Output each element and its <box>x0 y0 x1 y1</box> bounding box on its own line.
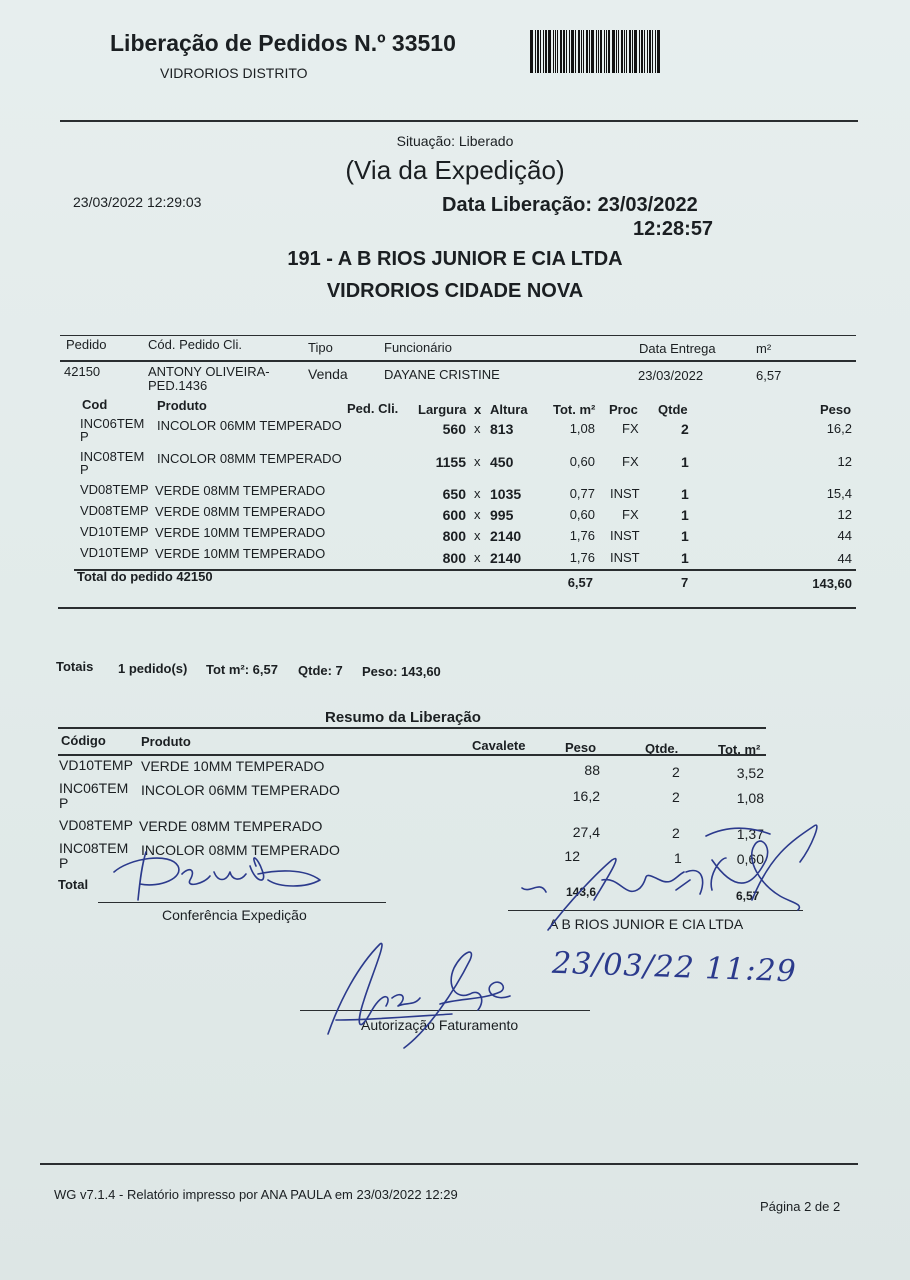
barcode-bar <box>566 30 567 73</box>
signature-label-autorizacao: Autorização Faturamento <box>361 1017 519 1033</box>
release-date: Data Liberação: 23/03/2022 <box>442 194 698 216</box>
barcode-bar <box>591 30 594 73</box>
item-proc: INST <box>610 486 640 501</box>
item-code: VD08TEMP <box>80 482 149 497</box>
col-funcionario: Funcionário <box>384 340 452 355</box>
item-x: x <box>474 486 481 501</box>
item-width: 650 <box>442 486 466 502</box>
item-proc: INST <box>610 550 640 565</box>
footer-rule <box>40 1163 858 1165</box>
summary-code: INC08TEM <box>59 840 129 856</box>
totals-label: Totais <box>56 659 94 674</box>
barcode-bar <box>655 30 656 73</box>
barcode-bar <box>548 30 551 73</box>
summary-peso: 16,2 <box>572 788 600 804</box>
item-x: x <box>474 528 481 543</box>
item-code: INC06TEM <box>80 416 145 431</box>
order-total-label: Total do pedido 42150 <box>77 569 213 584</box>
signature-line-autorizacao <box>300 1010 590 1011</box>
item-peso: 12 <box>837 507 852 522</box>
barcode-bar <box>543 30 544 73</box>
item-peso: 16,2 <box>826 421 852 436</box>
item-code-cont: P <box>80 462 89 477</box>
barcode-bar <box>612 30 615 73</box>
item-x: x <box>474 550 481 565</box>
barcode-bar <box>624 30 625 73</box>
item-qtde: 1 <box>681 507 689 523</box>
issuer-company: VIDRORIOS DISTRITO <box>160 65 308 81</box>
client-name: 191 - A B RIOS JUNIOR E CIA LTDA <box>287 248 623 270</box>
header-divider <box>60 120 858 122</box>
barcode-bar <box>581 30 582 73</box>
item-tot-m2: 0,77 <box>569 486 595 501</box>
order-total-peso: 143,60 <box>812 576 852 591</box>
item-code: VD08TEMP <box>80 503 149 518</box>
barcode-bar <box>647 30 648 73</box>
item-height: 450 <box>490 454 514 470</box>
printed-timestamp: 23/03/2022 12:29:03 <box>73 194 202 210</box>
barcode-bar <box>575 30 576 73</box>
order-m2: 6,57 <box>756 368 782 383</box>
item-qtde: 1 <box>681 550 689 566</box>
item-width: 600 <box>442 507 466 523</box>
handwritten-date: 23/03/22 11:29 <box>551 945 798 990</box>
summary-peso: 12 <box>564 848 580 864</box>
footer-printed-by: WG v7.1.4 - Relatório impresso por ANA PAULA em 23/03/2022 12:29 <box>54 1187 458 1202</box>
barcode-bar <box>530 30 533 73</box>
summary-col-tot-m2: Tot. m² <box>718 742 761 757</box>
totals-pedidos: 1 pedido(s) <box>118 661 188 676</box>
order-header-rule <box>60 360 856 362</box>
col-pedido: Pedido <box>66 337 107 352</box>
barcode-bar <box>618 30 619 73</box>
footer-page-number: Página 2 de 2 <box>760 1199 841 1214</box>
item-width: 800 <box>442 550 466 566</box>
barcode-bar <box>545 30 547 73</box>
barcode-bar <box>578 30 580 73</box>
item-height: 813 <box>490 421 514 437</box>
items-col-qtde: Qtde <box>658 402 688 417</box>
summary-top-rule <box>58 727 766 729</box>
item-product: VERDE 08MM TEMPERADO <box>155 504 326 519</box>
item-code: INC08TEM <box>80 449 145 464</box>
summary-qtde: 1 <box>674 850 682 866</box>
copy-type: (Via da Expedição) <box>345 155 565 185</box>
barcode-bar <box>649 30 651 73</box>
summary-total-m2: 6,57 <box>736 889 760 903</box>
item-proc: FX <box>622 454 639 469</box>
item-product: INCOLOR 08MM TEMPERADO <box>157 451 342 466</box>
totals-m2: Tot m²: 6,57 <box>206 662 278 677</box>
barcode-bar <box>589 30 590 73</box>
barcode-bar <box>621 30 623 73</box>
item-proc: INST <box>610 528 640 543</box>
client-order-code-2: PED.1436 <box>148 378 208 393</box>
summary-tot-m2: 1,37 <box>736 826 764 842</box>
item-product: VERDE 08MM TEMPERADO <box>155 483 326 498</box>
summary-code: VD10TEMP <box>59 757 133 773</box>
item-qtde: 1 <box>681 528 689 544</box>
summary-code: VD08TEMP <box>59 817 133 833</box>
summary-code-cont: P <box>59 795 69 811</box>
barcode-bar <box>604 30 605 73</box>
item-x: x <box>474 421 481 436</box>
summary-code: INC06TEM <box>59 780 129 796</box>
item-product: VERDE 10MM TEMPERADO <box>155 525 326 540</box>
order-number: 42150 <box>64 364 101 379</box>
summary-qtde: 2 <box>672 789 680 805</box>
item-height: 2140 <box>490 550 522 566</box>
item-width: 560 <box>442 421 466 437</box>
summary-col-codigo: Código <box>61 733 106 748</box>
order-type: Venda <box>308 366 348 382</box>
order-total-m2: 6,57 <box>567 575 593 590</box>
item-x: x <box>474 454 481 469</box>
summary-qtde: 2 <box>672 764 680 780</box>
signature-line-conferencia <box>98 902 386 903</box>
summary-code-cont: P <box>59 855 69 871</box>
summary-product: INCOLOR 08MM TEMPERADO <box>141 842 340 858</box>
item-height: 2140 <box>490 528 522 544</box>
item-tot-m2: 0,60 <box>569 507 595 522</box>
barcode-bar <box>641 30 643 73</box>
item-qtde: 1 <box>681 486 689 502</box>
barcode-bar <box>571 30 574 73</box>
barcode-bar <box>639 30 640 73</box>
summary-title: Resumo da Liberação <box>325 709 481 726</box>
items-col-peso: Peso <box>820 402 852 417</box>
summary-total-label: Total <box>58 877 89 892</box>
summary-product: VERDE 08MM TEMPERADO <box>139 818 323 834</box>
summary-col-qtde: Qtde. <box>645 741 679 756</box>
barcode-bar <box>563 30 565 73</box>
items-col-largura: Largura <box>418 402 467 417</box>
summary-tot-m2: 1,08 <box>736 790 764 806</box>
barcode-bar <box>608 30 610 73</box>
barcode-bar <box>632 30 633 73</box>
items-col-ped-cli: Ped. Cli. <box>347 401 399 416</box>
col-tipo: Tipo <box>308 340 333 355</box>
item-peso: 12 <box>837 454 852 469</box>
signature-label-cliente: A B RIOS JUNIOR E CIA LTDA <box>549 916 744 932</box>
summary-tot-m2: 3,52 <box>736 765 764 781</box>
barcode-bar <box>535 30 536 73</box>
summary-peso: 88 <box>584 762 600 778</box>
barcode-bar <box>569 30 570 73</box>
items-col-tot-m2: Tot. m² <box>553 402 596 417</box>
item-peso: 44 <box>837 528 852 543</box>
employee-name: DAYANE CRISTINE <box>384 367 500 382</box>
item-tot-m2: 1,76 <box>569 528 595 543</box>
barcode-bar <box>606 30 607 73</box>
summary-tot-m2: 0,60 <box>736 851 764 867</box>
item-width: 1155 <box>435 454 466 470</box>
barcode-bar <box>560 30 562 73</box>
item-tot-m2: 1,76 <box>569 550 595 565</box>
order-total-qtde: 7 <box>681 575 689 590</box>
barcode-bar <box>629 30 631 73</box>
item-qtde: 2 <box>681 421 689 437</box>
item-x: x <box>474 507 481 522</box>
barcode-bar <box>540 30 541 73</box>
barcode-bar <box>553 30 554 73</box>
item-proc: FX <box>622 421 639 436</box>
summary-total-peso: 143,6 <box>566 885 597 899</box>
order-top-rule <box>60 335 856 336</box>
barcode-bar <box>596 30 597 73</box>
col-cod-pedido-cli: Cód. Pedido Cli. <box>148 337 242 352</box>
barcode-bar <box>634 30 637 73</box>
item-proc: FX <box>622 507 639 522</box>
item-qtde: 1 <box>681 454 689 470</box>
barcode-bar <box>555 30 556 73</box>
item-peso: 44 <box>837 551 852 566</box>
barcode-bar <box>583 30 584 73</box>
barcode-bar <box>652 30 653 73</box>
barcode-bar <box>600 30 602 73</box>
item-height: 995 <box>490 507 514 523</box>
col-data-entrega: Data Entrega <box>639 341 716 356</box>
status-text: Situação: Liberado <box>396 133 514 149</box>
item-code-cont: P <box>80 429 89 444</box>
items-col-altura: Altura <box>490 402 528 417</box>
signature-line-cliente <box>508 910 803 911</box>
summary-header-rule <box>58 754 766 756</box>
item-width: 800 <box>442 528 466 544</box>
item-peso: 15,4 <box>826 486 852 501</box>
items-col-cod: Cod <box>82 397 108 412</box>
item-height: 1035 <box>490 486 522 502</box>
items-col-x: x <box>474 402 482 417</box>
barcode-bar <box>616 30 617 73</box>
signature-label-conferencia: Conferência Expedição <box>162 907 307 923</box>
col-m2: m² <box>756 341 772 356</box>
client-store: VIDRORIOS CIDADE NOVA <box>326 280 584 302</box>
barcode-bar <box>598 30 599 73</box>
item-tot-m2: 0,60 <box>569 454 595 469</box>
summary-col-peso: Peso <box>565 740 597 755</box>
barcode-bar <box>644 30 645 73</box>
totals-qtde: Qtde: 7 <box>298 663 343 678</box>
barcode-bar <box>586 30 588 73</box>
barcode-bar <box>626 30 627 73</box>
item-tot-m2: 1,08 <box>569 421 595 436</box>
barcode-bar <box>537 30 539 73</box>
release-time: 12:28:57 <box>633 218 714 240</box>
totals-peso: Peso: 143,60 <box>362 664 441 679</box>
document-title: Liberação de Pedidos N.º 33510 <box>110 30 456 56</box>
summary-product: INCOLOR 06MM TEMPERADO <box>141 782 340 798</box>
client-order-code-1: ANTONY OLIVEIRA- <box>148 364 270 379</box>
barcode-bar <box>557 30 558 73</box>
item-code: VD10TEMP <box>80 545 149 560</box>
item-product: INCOLOR 06MM TEMPERADO <box>157 418 342 433</box>
barcode-bar <box>657 30 660 73</box>
item-code: VD10TEMP <box>80 524 149 539</box>
barcode <box>530 30 670 73</box>
summary-peso: 27,4 <box>572 824 600 840</box>
items-col-proc: Proc <box>609 402 638 417</box>
summary-qtde: 2 <box>672 825 680 841</box>
items-col-produto: Produto <box>157 398 207 413</box>
summary-col-produto: Produto <box>141 734 191 749</box>
order-bottom-rule <box>58 607 856 609</box>
item-product: VERDE 10MM TEMPERADO <box>155 546 326 561</box>
summary-product: VERDE 10MM TEMPERADO <box>141 758 325 774</box>
summary-col-cavalete: Cavalete <box>472 738 526 753</box>
delivery-date: 23/03/2022 <box>638 368 704 383</box>
